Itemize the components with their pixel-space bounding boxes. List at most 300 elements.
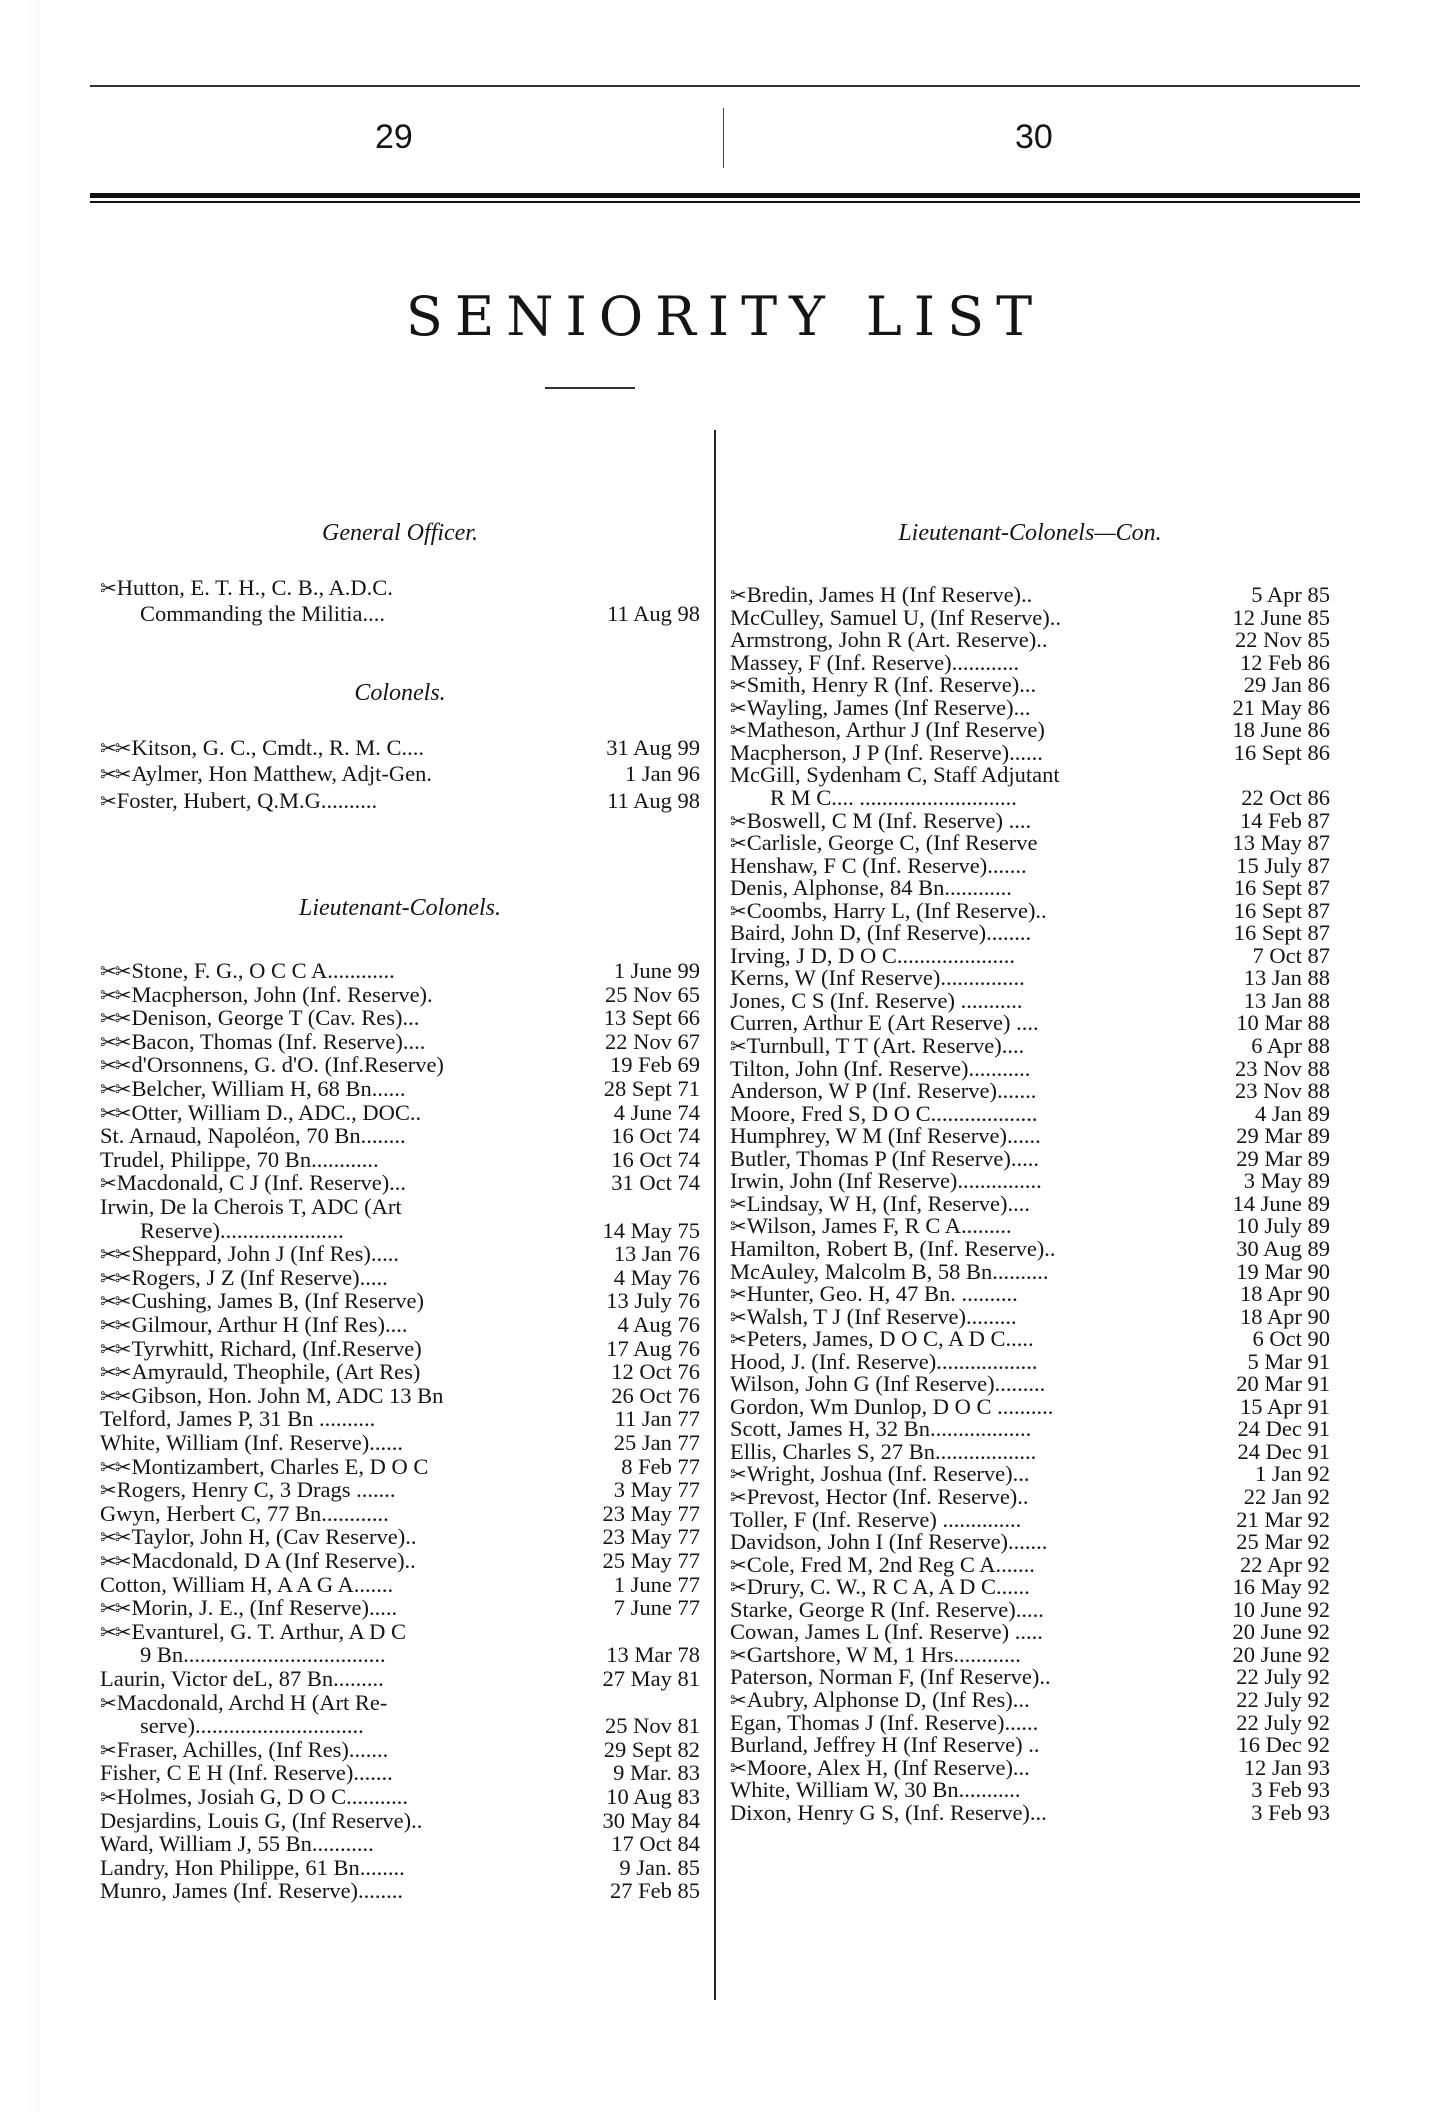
crossed-swords-icon: ✂✂ <box>100 1621 130 1644</box>
crossed-swords-icon: ✂✂ <box>100 764 130 787</box>
entry-name <box>730 1484 1029 1509</box>
entry-name-text: Kerns, W (Inf Reserve)............... <box>730 965 1025 991</box>
entry-name <box>730 1394 1053 1419</box>
crossed-swords-icon: ✂ <box>730 1487 745 1509</box>
entry-name <box>100 788 377 813</box>
entry-name <box>100 1170 406 1195</box>
entry-name <box>730 1304 1017 1329</box>
entry-name <box>730 1800 1047 1825</box>
entry-name-text: Holmes, Josiah G, D O C........... <box>116 1784 409 1809</box>
entry-name <box>100 1595 397 1620</box>
entry-name <box>100 1878 403 1903</box>
entry-date: 17 Oct 84 <box>611 1831 700 1857</box>
entry-name <box>730 1461 1030 1486</box>
entry-name-text: Turnbull, T T (Art. Reserve).... <box>746 1033 1025 1058</box>
entry-name <box>730 582 1032 607</box>
crossed-swords-icon: ✂✂ <box>100 1031 130 1054</box>
entry-date: 25 Nov 65 <box>605 981 700 1007</box>
entry-date: 28 Sept 71 <box>603 1076 700 1101</box>
entry-name-text: Taylor, John H, (Cav Reserve).. <box>131 1524 417 1550</box>
entry-name-text: White, William (Inf. Reserve)...... <box>100 1430 403 1455</box>
entry-name-text: Macpherson, John (Inf. Reserve). <box>131 981 433 1007</box>
page-title: SENIORITY LIST <box>405 285 1045 348</box>
entry-date: 22 Oct 86 <box>1241 784 1330 810</box>
entry-name-text: Macpherson, J P (Inf. Reserve)...... <box>730 739 1043 765</box>
entry-date: 23 Nov 88 <box>1235 1055 1330 1081</box>
entry-name-text: Tyrwhitt, Richard, (Inf.Reserve) <box>131 1335 422 1361</box>
entry-name-text: Hunter, Geo. H, 47 Bn. .......... <box>746 1281 1018 1307</box>
seniority-entry <box>100 761 700 788</box>
entry-name-text: Reserve)...................... <box>140 1217 344 1243</box>
entry-name <box>730 1552 1035 1577</box>
entry-name <box>100 1312 407 1337</box>
entry-name <box>100 1406 375 1431</box>
seniority-entry <box>100 1572 700 1598</box>
seniority-entry <box>100 1831 700 1857</box>
entry-name <box>730 1755 1030 1780</box>
crossed-swords-icon: ✂ <box>730 1644 745 1667</box>
crossed-swords-icon: ✂✂ <box>100 738 130 760</box>
entry-name-text: Ward, William J, 55 Bn........... <box>100 1831 374 1857</box>
entry-date: 10 June 92 <box>1232 1596 1330 1622</box>
entry-date: 20 June 92 <box>1232 1619 1330 1645</box>
entry-name <box>730 1529 1047 1554</box>
entry-date: 12 Jan 93 <box>1243 1754 1330 1780</box>
entry-date: 6 Oct 90 <box>1252 1326 1330 1352</box>
entry-name-text: Aylmer, Hon Matthew, Adjt-Gen. <box>131 761 433 787</box>
entry-name-text: McAuley, Malcolm B, 58 Bn.......... <box>730 1258 1049 1284</box>
entry-name <box>100 1572 393 1597</box>
entry-date: 4 June 74 <box>613 1099 700 1125</box>
crossed-swords-icon: ✂ <box>730 1036 745 1058</box>
entry-name <box>100 1123 406 1148</box>
entry-date: 9 Jan. 85 <box>619 1854 700 1880</box>
entry-name-text: Laurin, Victor deL, 87 Bn......... <box>100 1666 384 1691</box>
crossed-swords-icon: ✂ <box>730 1193 745 1216</box>
entry-date: 23 May 77 <box>602 1500 700 1526</box>
entry-date: 3 May 89 <box>1243 1168 1330 1194</box>
entry-name <box>100 982 433 1007</box>
entry-name-text: Stone, F. G., O C C A............ <box>131 958 395 983</box>
entry-name <box>730 1326 1034 1351</box>
crossed-swords-icon: ✂ <box>730 1577 745 1600</box>
crossed-swords-icon: ✂✂ <box>100 1385 130 1408</box>
entry-name-text: Morin, J. E., (Inf Reserve)..... <box>131 1595 398 1621</box>
entry-name <box>100 761 432 786</box>
section-heading: Lieutenant-Colonels. <box>299 895 501 921</box>
entry-name <box>730 1574 1030 1599</box>
entry-date: 22 July 92 <box>1236 1664 1330 1690</box>
entry-date: 29 Sept 82 <box>603 1736 700 1762</box>
entry-name <box>730 1664 1051 1689</box>
entry-name-text: Drury, C. W., R C A, A D C...... <box>746 1574 1030 1600</box>
entry-name <box>100 1690 387 1715</box>
crossed-swords-icon: ✂✂ <box>100 1598 130 1621</box>
crossed-swords-icon: ✂✂ <box>100 1102 130 1125</box>
entry-date: 3 Feb 93 <box>1251 1777 1330 1803</box>
entry-name-text: Macdonald, Archd H (Art Re- <box>116 1689 388 1715</box>
entry-name-text: Carlisle, George C, (Inf Reserve <box>746 830 1038 856</box>
entry-name-text: Gwyn, Herbert C, 77 Bn............ <box>100 1500 389 1526</box>
entry-name-text: Bacon, Thomas (Inf. Reserve).... <box>131 1028 426 1054</box>
entry-name-text: Wright, Joshua (Inf. Reserve)... <box>746 1461 1030 1487</box>
entry-name <box>100 1383 443 1408</box>
seniority-entry <box>100 575 700 602</box>
entry-name <box>730 1597 1044 1622</box>
crossed-swords-icon: ✂ <box>730 585 745 607</box>
entry-name <box>100 1642 386 1667</box>
entry-name <box>100 1218 344 1243</box>
entry-date: 4 Aug 76 <box>617 1312 700 1337</box>
entry-name-text: Armstrong, John R (Art. Reserve).. <box>730 627 1048 653</box>
crossed-swords-icon: ✂ <box>730 1284 745 1307</box>
entry-name-text: Desjardins, Louis G, (Inf Reserve).. <box>100 1807 423 1833</box>
crossed-swords-icon: ✂✂ <box>100 1291 130 1314</box>
entry-name <box>730 695 1031 720</box>
entry-name-text: R M C.... ............................ <box>770 784 1017 810</box>
entry-name-text: Fisher, C E H (Inf. Reserve)....... <box>100 1760 393 1786</box>
entry-name <box>730 627 1047 652</box>
entry-date: 13 Sept 66 <box>603 1005 700 1031</box>
entry-name <box>100 1288 424 1313</box>
section-heading: Lieutenant-Colonels—Con. <box>898 520 1162 546</box>
entry-date: 22 Nov 67 <box>605 1028 700 1054</box>
entry-name <box>730 1371 1045 1396</box>
entry-name-text: Commanding the Militia.... <box>140 601 385 627</box>
entry-name-text: Kitson, G. C., Cmdt., R. M. C.... <box>131 735 425 760</box>
crossed-swords-icon: ✂✂ <box>100 1008 130 1031</box>
entry-date: 20 June 92 <box>1232 1641 1330 1667</box>
entry-name-text: Rogers, J Z (Inf Reserve)..... <box>131 1264 388 1290</box>
entry-name <box>730 875 1012 900</box>
entry-name-text: Smith, Henry R (Inf. Reserve)... <box>746 672 1037 698</box>
entry-name <box>730 1168 1042 1193</box>
entry-name <box>730 717 1045 742</box>
entry-date: 19 Mar 90 <box>1236 1258 1330 1284</box>
entry-date: 16 Sept 87 <box>1233 920 1330 946</box>
entry-name <box>730 785 1017 810</box>
entry-name-text: Wilson, John G (Inf Reserve)......... <box>730 1371 1046 1397</box>
seniority-entry <box>100 1430 700 1456</box>
entry-name-text: Munro, James (Inf. Reserve)........ <box>100 1878 404 1904</box>
crossed-swords-icon: ✂ <box>730 900 745 923</box>
entry-name-text: Moore, Alex H, (Inf Reserve)... <box>746 1754 1030 1780</box>
entry-name <box>730 605 1061 630</box>
entry-date: 20 Mar 91 <box>1236 1371 1330 1397</box>
crossed-swords-icon: ✂ <box>730 1554 745 1577</box>
entry-name-text: Paterson, Norman F, (Inf Reserve).. <box>730 1664 1051 1690</box>
entry-name <box>730 808 1031 833</box>
entry-name <box>100 1100 421 1125</box>
crossed-swords-icon: ✂✂ <box>100 1551 130 1573</box>
entry-name-text: Tilton, John (Inf. Reserve)........... <box>730 1055 1031 1081</box>
crossed-swords-icon: ✂ <box>100 790 115 813</box>
entry-name <box>100 1076 406 1101</box>
header-thick-rule <box>90 193 1360 198</box>
crossed-swords-icon: ✂ <box>100 578 115 600</box>
entry-name-text: Boswell, C M (Inf. Reserve) .... <box>746 807 1032 833</box>
entry-name-text: Burland, Jeffrey H (Inf Reserve) .. <box>730 1732 1040 1758</box>
entry-name-text: 9 Bn.................................... <box>140 1642 386 1668</box>
entry-name-text: Hamilton, Robert B, (Inf. Reserve).. <box>730 1235 1056 1261</box>
entry-date: 15 July 87 <box>1236 852 1330 878</box>
page-number-right: 30 <box>1015 118 1053 156</box>
entry-date: 15 Apr 91 <box>1240 1393 1330 1419</box>
entry-date: 30 May 84 <box>602 1807 700 1833</box>
entry-name-text: Wilson, James F, R C A......... <box>746 1213 1012 1239</box>
entry-date: 11 Aug 98 <box>607 787 700 813</box>
crossed-swords-icon: ✂ <box>730 1689 745 1712</box>
entry-date: 13 Jan 88 <box>1243 987 1330 1013</box>
entry-name <box>730 830 1038 855</box>
entry-name-text: McCulley, Samuel U, (Inf Reserve).. <box>730 604 1061 630</box>
entry-date: 17 Aug 76 <box>606 1335 700 1361</box>
entry-date: 1 Jan 96 <box>625 761 700 787</box>
entry-date: 9 Mar. 83 <box>613 1760 700 1786</box>
entry-date: 4 May 76 <box>613 1264 700 1290</box>
entry-name-text: Aubry, Alphonse D, (Inf Res)... <box>746 1686 1030 1712</box>
entry-name <box>730 1078 1036 1103</box>
crossed-swords-icon: ✂ <box>730 1306 745 1329</box>
crossed-swords-icon: ✂ <box>730 1329 745 1352</box>
entry-name-text: Cushing, James B, (Inf Reserve) <box>131 1288 424 1314</box>
entry-date: 16 Sept 87 <box>1233 875 1330 901</box>
entry-date: 6 Apr 88 <box>1251 1033 1330 1058</box>
seniority-entry <box>100 1123 700 1149</box>
seniority-entry <box>100 1147 700 1173</box>
entry-date: 10 Aug 83 <box>606 1784 700 1809</box>
crossed-swords-icon: ✂ <box>100 1692 115 1715</box>
entry-name <box>100 1336 422 1361</box>
section-heading: Colonels. <box>354 680 446 706</box>
entry-name-text: Sheppard, John J (Inf Res)..... <box>131 1241 399 1267</box>
entry-name-text: Jones, C S (Inf. Reserve) ........... <box>730 987 1023 1013</box>
seniority-entry <box>100 1642 700 1668</box>
entry-name <box>100 1052 444 1077</box>
entry-name <box>100 1501 389 1526</box>
header-top-rule <box>90 85 1360 87</box>
entry-name-text: Massey, F (Inf. Reserve)............ <box>730 649 1020 675</box>
entry-date: 24 Dec 91 <box>1237 1438 1330 1464</box>
entry-date: 16 Sept 87 <box>1233 897 1330 923</box>
entry-date: 16 Oct 74 <box>611 1123 700 1149</box>
seniority-entry <box>100 1666 700 1692</box>
entry-name <box>730 853 1027 878</box>
crossed-swords-icon: ✂✂ <box>100 1527 130 1550</box>
entry-name-text: Davidson, John I (Inf Reserve)....... <box>730 1529 1048 1555</box>
entry-name <box>730 1056 1030 1081</box>
entry-date: 26 Oct 76 <box>611 1382 700 1408</box>
entry-date: 12 June 85 <box>1232 604 1330 630</box>
entry-date: 12 Feb 86 <box>1240 649 1330 675</box>
entry-date: 14 May 75 <box>602 1217 700 1243</box>
crossed-swords-icon: ✂✂ <box>100 961 130 983</box>
entry-name-text: Landry, Hon Philippe, 61 Bn........ <box>100 1854 405 1880</box>
entry-name <box>730 898 1047 923</box>
page-number-left: 29 <box>375 118 413 156</box>
entry-name-text: Ellis, Charles S, 27 Bn.................. <box>730 1438 1037 1464</box>
crossed-swords-icon: ✂ <box>730 1464 745 1487</box>
entry-name <box>730 1146 1039 1171</box>
entry-date: 13 Jan 76 <box>613 1241 700 1267</box>
entry-name-text: Fraser, Achilles, (Inf Res)....... <box>116 1736 389 1762</box>
crossed-swords-icon: ✂ <box>100 1480 115 1503</box>
entry-name <box>730 1642 1021 1667</box>
entry-date: 8 Feb 77 <box>621 1453 700 1479</box>
entry-name-text: Prevost, Hector (Inf. Reserve).. <box>746 1484 1029 1509</box>
entry-name <box>730 1619 1043 1644</box>
entry-name <box>730 1033 1024 1058</box>
entry-name <box>100 1241 399 1266</box>
entry-date: 25 Jan 77 <box>613 1430 700 1455</box>
entry-date: 13 Jan 88 <box>1243 965 1330 991</box>
entry-name-text: Butler, Thomas P (Inf Reserve)..... <box>730 1145 1040 1171</box>
entry-date: 5 Mar 91 <box>1247 1348 1330 1374</box>
entry-name <box>100 575 393 600</box>
entry-name-text: Trudel, Philippe, 70 Bn............ <box>100 1146 379 1172</box>
crossed-swords-icon: ✂✂ <box>100 1079 130 1101</box>
entry-name-text: Curren, Arthur E (Art Reserve) .... <box>730 1010 1039 1036</box>
entry-name <box>730 1213 1012 1238</box>
seniority-entry <box>100 1194 700 1220</box>
entry-name <box>730 988 1022 1013</box>
entry-name-text: d'Orsonnens, G. d'O. (Inf.Reserve) <box>131 1052 444 1078</box>
seniority-entry <box>100 788 700 815</box>
entry-name <box>730 1281 1018 1306</box>
entry-date: 14 Feb 87 <box>1240 807 1330 833</box>
entry-name-text: Starke, George R (Inf. Reserve)..... <box>730 1596 1044 1622</box>
entry-name <box>730 1507 1021 1532</box>
entry-name <box>100 1831 374 1856</box>
entry-name-text: St. Arnaud, Napoléon, 70 Bn........ <box>100 1123 406 1149</box>
entry-name-text: Hutton, E. T. H., C. B., A.D.C. <box>116 575 393 600</box>
entry-name <box>730 1191 1030 1216</box>
crossed-swords-icon: ✂ <box>100 1787 115 1809</box>
crossed-swords-icon: ✂✂ <box>100 1055 130 1078</box>
entry-name-text: Egan, Thomas J (Inf. Reserve)...... <box>730 1709 1039 1735</box>
entry-name-text: Irving, J D, D O C..................... <box>730 942 1015 968</box>
entry-name-text: Telford, James P, 31 Bn .......... <box>100 1406 376 1432</box>
entry-name <box>730 650 1019 675</box>
entry-date: 25 May 77 <box>602 1548 700 1573</box>
entry-name-text: Denis, Alphonse, 84 Bn............ <box>730 875 1012 901</box>
entry-name-text: White, William W, 30 Bn........... <box>730 1777 1021 1803</box>
seniority-entry <box>100 735 700 762</box>
entry-name-text: Gilmour, Arthur H (Inf Res).... <box>131 1312 408 1337</box>
entry-name <box>100 1430 403 1455</box>
entry-date: 3 Feb 93 <box>1251 1799 1330 1825</box>
crossed-swords-icon: ✂ <box>730 810 745 833</box>
entry-name-text: Cotton, William H, A A G A....... <box>100 1571 394 1597</box>
crossed-swords-icon: ✂ <box>730 833 745 856</box>
entry-name-text: Baird, John D, (Inf Reserve)........ <box>730 920 1032 946</box>
entry-name-text: Amyrauld, Theophile, (Art Res) <box>131 1359 421 1385</box>
entry-date: 3 May 77 <box>613 1477 700 1503</box>
crossed-swords-icon: ✂ <box>730 697 745 720</box>
crossed-swords-icon: ✂✂ <box>100 1244 130 1267</box>
entry-date: 27 Feb 85 <box>610 1878 700 1904</box>
entry-name <box>730 672 1036 697</box>
entry-date: 12 Oct 76 <box>611 1359 700 1385</box>
entry-name-text: Gibson, Hon. John M, ADC 13 Bn <box>131 1382 444 1408</box>
entry-date: 13 May 87 <box>1232 830 1330 856</box>
seniority-entry <box>100 601 700 627</box>
entry-name <box>100 1524 416 1549</box>
entry-name-text: Henshaw, F C (Inf. Reserve)....... <box>730 852 1027 878</box>
entry-name <box>730 943 1015 968</box>
entry-date: 10 July 89 <box>1236 1213 1330 1239</box>
entry-name <box>100 1029 425 1054</box>
crossed-swords-icon: ✂✂ <box>100 1362 130 1385</box>
seniority-entry <box>100 1406 700 1432</box>
entry-name <box>100 1147 379 1172</box>
entry-date: 25 Nov 81 <box>605 1713 700 1739</box>
entry-date: 10 Mar 88 <box>1236 1010 1330 1036</box>
entry-date: 22 Apr 92 <box>1240 1551 1330 1577</box>
entry-date: 13 Mar 78 <box>606 1642 700 1668</box>
entry-name <box>100 1737 388 1762</box>
entry-date: 11 Jan 77 <box>614 1406 700 1432</box>
entry-name <box>100 1005 419 1030</box>
entry-date: 16 Oct 74 <box>611 1146 700 1172</box>
entry-date: 31 Aug 99 <box>606 735 700 760</box>
entry-name-text: Montizambert, Charles E, D O C <box>131 1453 429 1479</box>
entry-name <box>730 1416 1031 1441</box>
entry-date: 7 June 77 <box>613 1595 700 1621</box>
entry-date: 16 Sept 86 <box>1233 739 1330 765</box>
entry-date: 29 Mar 89 <box>1236 1145 1330 1171</box>
entry-name <box>100 1619 406 1644</box>
entry-name <box>100 1265 388 1290</box>
seniority-entry <box>100 1878 700 1904</box>
entry-name-text: McGill, Sydenham C, Staff Adjutant <box>730 762 1060 788</box>
entry-name-text: Gartshore, W M, 1 Hrs............ <box>746 1641 1021 1667</box>
entry-name-text: Evanturel, G. T. Arthur, A D C <box>131 1618 407 1644</box>
entry-date: 14 June 89 <box>1232 1190 1330 1216</box>
seniority-entry <box>100 1713 700 1739</box>
entry-name <box>730 1777 1021 1802</box>
entry-date: 18 Apr 90 <box>1240 1303 1330 1329</box>
entry-name <box>730 920 1031 945</box>
entry-name-text: Macdonald, C J (Inf. Reserve)... <box>116 1170 407 1196</box>
seniority-entry <box>100 1218 700 1244</box>
entry-name-text: Walsh, T J (Inf Reserve)......... <box>746 1303 1017 1329</box>
entry-name <box>100 1784 408 1809</box>
entry-name-text: Otter, William D., ADC., DOC.. <box>131 1099 422 1125</box>
entry-date: 30 Aug 89 <box>1236 1235 1330 1261</box>
crossed-swords-icon: ✂✂ <box>100 1338 130 1361</box>
crossed-swords-icon: ✂ <box>730 720 745 743</box>
entry-name-text: serve).............................. <box>140 1713 364 1739</box>
entry-name <box>100 1760 393 1785</box>
entry-name <box>730 1732 1039 1757</box>
entry-name-text: Coombs, Harry L, (Inf Reserve).. <box>746 897 1047 923</box>
entry-date: 29 Jan 86 <box>1243 672 1330 698</box>
seniority-entry <box>100 1760 700 1786</box>
title-underline <box>545 387 635 389</box>
entry-name-text: Lindsay, W H, (Inf, Reserve).... <box>746 1190 1031 1216</box>
entry-name-text: Dixon, Henry G S, (Inf. Reserve)... <box>730 1799 1047 1825</box>
entry-date: 5 Apr 85 <box>1251 582 1330 607</box>
header-thin-rule <box>90 201 1360 203</box>
entry-name <box>100 1359 420 1384</box>
crossed-swords-icon: ✂✂ <box>100 1315 130 1337</box>
entry-name <box>100 1855 405 1880</box>
entry-name <box>100 1713 364 1738</box>
entry-name-text: Scott, James H, 32 Bn.................. <box>730 1416 1032 1442</box>
entry-date: 23 Nov 88 <box>1235 1078 1330 1104</box>
entry-date: 25 Mar 92 <box>1236 1529 1330 1555</box>
